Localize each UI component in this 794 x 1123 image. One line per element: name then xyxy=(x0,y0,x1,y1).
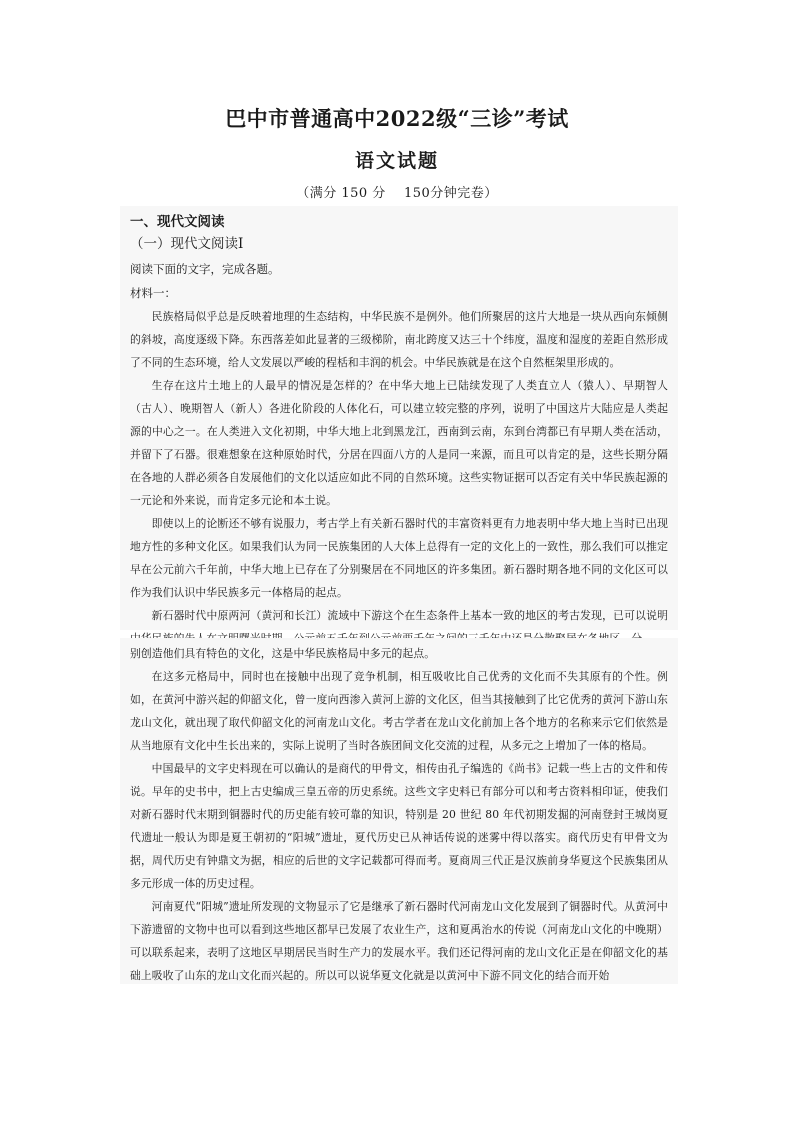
instruction-text: 阅读下面的文字，完成各题。 xyxy=(130,262,280,276)
paragraph: 民族格局似乎总是反映着地理的生态结构，中华民族不是例外。他们所聚居的这片大地是一块从西向东倾侧的斜坡，高度逐级下降。东西落差如此显著的三级梯阶，南北跨度又达三十个纬度，温度和湿度的差距自然形成了不同的生态环境，给人文发展以严峻的程栝和丰润的机会。中华民族就是在这个自然框架里形成的。 xyxy=(130,310,668,369)
exam-title: 巴中市普通高中2022级“三诊”考试 xyxy=(225,106,569,131)
exam-subtitle: 语文试题 xyxy=(354,150,439,172)
paragraph: 河南夏代“阳城”遗址所发现的文物显示了它是继承了新石器时代河南龙山文化发展到了铜器时代。从黄河中下游遗留的文物中也可以看到这些地区都早已发展了农业生产，这和夏禹治水的传说（河南龙山文化的中晚期）可以联系起来，表明了这地区早期居民当时生产力的发展水平。我们还记得河南的龙山文化正是在仰韶文化的基础上吸收了山东的龙山文化而兴起的。所以可以说华夏文化就是以黄河中下游不同文化的结合而开始 xyxy=(130,900,668,982)
paragraph-continued: 别创造他们具有特色的文化，这是中华民族格局中多元的起点。 xyxy=(130,647,436,660)
reading-block-1 xyxy=(120,206,678,630)
paragraph: 即使以上的论断还不够有说服力，考古学上有关新石器时代的丰富资料更有力地表明中华大地上当时已出现地方性的多种文化区。如果我们认为同一民族集团的人大体上总得有一定的文化上的一致性，那么我们可以推定早在公元前六千年前，中华大地上已存在了分别聚居在不同地区的许多集团。新石器时期各地不同的文化区可以作为我们认识中华民族多元一体格局的起点。 xyxy=(130,517,668,599)
material-label: 材料一： xyxy=(130,286,176,300)
paragraph: 生存在这片土地上的人最早的情况是怎样的？在中华大地上已陆续发现了人类直立人（猿人）、早期智人（古人）、晚期智人（新人）各进化阶段的人体化石，可以建立较完整的序列，说明了中国这片大陆应是人类起源的中心之一。在人类进入文化初期，中华大地上北到黑龙江，西南到云南，东到台湾都已有早期人类在活动，并留下了石器。很难想象在这种原始时代，分居在四面八方的人是同一来源，而且可以肯定的是，这些长期分隔在各地的人群必须各自发展他们的文化以适应如此不同的自然环境。这些实物证据可以否定有关中华民族起源的一元论和外来说，而肯定多元论和本土说。 xyxy=(130,379,668,507)
score-time-note: （满分 150 分 150分钟完卷） xyxy=(296,186,498,201)
section-heading: 一、现代文阅读 xyxy=(130,214,225,230)
reading-block-2 xyxy=(120,638,678,984)
paragraph: 新石器时代中原两河（黄河和长江）流域中下游这个在生态条件上基本一致的地区的考古发现，已可以说明 xyxy=(151,609,668,622)
section-subheading: （一）现代文阅读Ⅰ xyxy=(130,236,244,252)
paragraph: 中国最早的文字史料现在可以确认的是商代的甲骨文，相传由孔子编选的《尚书》记载一些上古的文件和传说。早年的史书中，把上古史编成三皇五帝的历史系统。这些文字史料已有部分可以和考古资料相印证，使我们对新石器时代末期到铜器时代的历史能有较可靠的知识，特别是 20 世纪 80 年代初期发掘的河南登封王城岗夏代遗址一般认为即是夏王朝初的“阳城”遗址，夏代历史已从神话传说的迷雾中得以落实。商代历史有甲骨文为据，周代历史有钟鼎文为据，相应的后世的文字记载都可得而考。夏商周三代正是汉族前身华夏这个民族集团从多元形成一体的历史过程。 xyxy=(130,762,668,890)
paragraph: 在这多元格局中，同时也在接触中出现了竞争机制，相互吸收比自己优秀的文化而不失其原有的个性。例如，在黄河中游兴起的仰韶文化，曾一度向西渗入黄河上游的文化区，但当其接触到了比它优秀的黄河下游山东龙山文化，就出现了取代仰韶文化的河南龙山文化。考古学者在龙山文化前加上各个地方的名称来示它们依然是从当地原有文化中生长出来的，实际上说明了当时各族团间文化交流的过程，从多元之上增加了一体的格局。 xyxy=(130,670,668,752)
